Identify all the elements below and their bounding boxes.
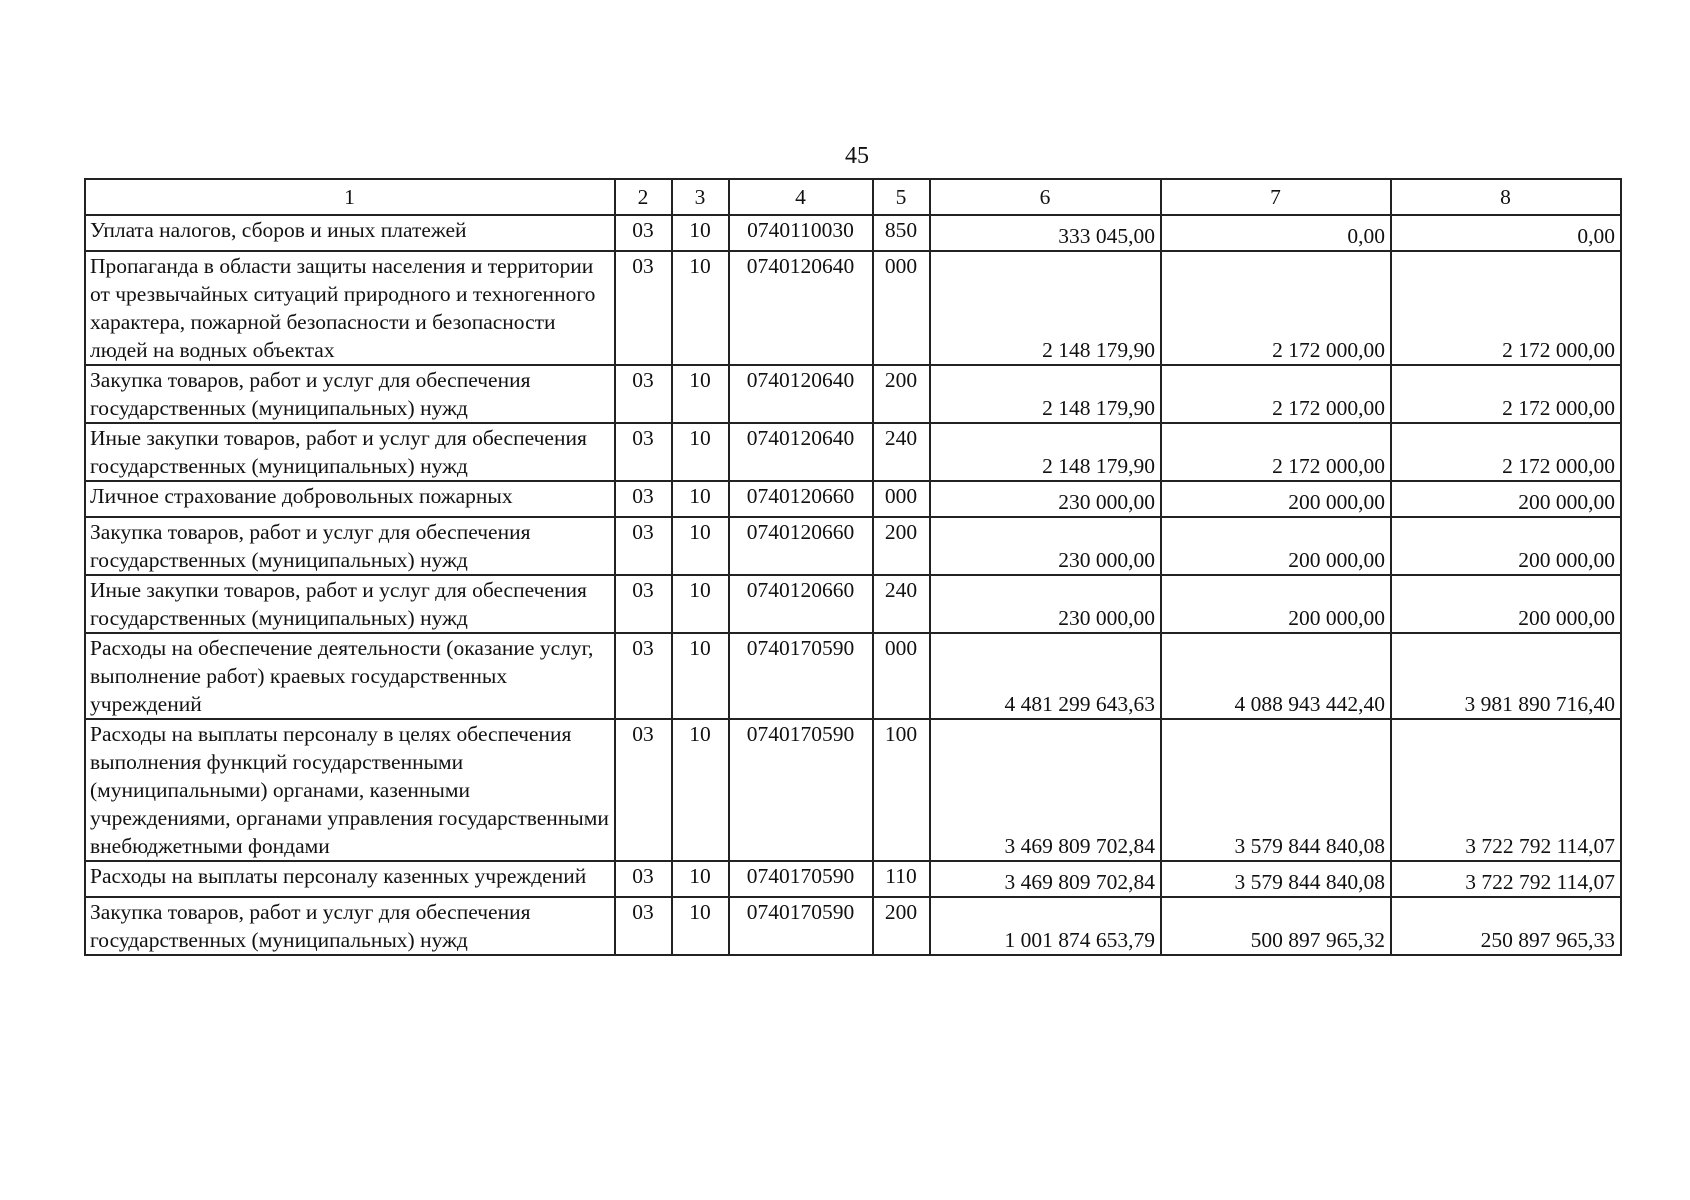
amount-value: 333 045,00: [1058, 224, 1155, 248]
amount-col8-cell: [1391, 365, 1621, 423]
table-body: [85, 179, 1621, 955]
subsection-code-cell: 10: [672, 365, 729, 423]
expense-type-cell: 240: [873, 423, 930, 481]
expense-type-cell: 200: [873, 517, 930, 575]
amount-value: 200 000,00: [1288, 548, 1385, 572]
amount-value: 2 148 179,90: [1042, 338, 1155, 362]
amount-value: 200 000,00: [1288, 606, 1385, 630]
table-row: [85, 633, 1621, 719]
target-article-cell: 0740120660: [729, 575, 873, 633]
header-row: [85, 179, 1621, 215]
amount-value: 4 088 943 442,40: [1234, 692, 1385, 716]
amount-value: 3 579 844 840,08: [1234, 870, 1385, 894]
amount-col8-cell: [1391, 481, 1621, 517]
row-name-cell: Иные закупки товаров, работ и услуг для обеспечения государственных (муниципальных) нужд: [85, 423, 615, 481]
target-article-cell: 0740120640: [729, 365, 873, 423]
amount-value: 3 579 844 840,08: [1234, 834, 1385, 858]
section-code-cell: 03: [615, 365, 672, 423]
subsection-code-cell: 10: [672, 423, 729, 481]
amount-col7-cell: [1161, 861, 1391, 897]
amount-value: 2 172 000,00: [1502, 338, 1615, 362]
amount-col7-cell: [1161, 633, 1391, 719]
amount-value: 250 897 965,33: [1480, 928, 1615, 952]
expense-type-cell: 000: [873, 481, 930, 517]
row-name-cell: Личное страхование добровольных пожарных: [85, 481, 615, 517]
amount-col6-cell: [930, 365, 1161, 423]
header-cell: 6: [930, 179, 1161, 215]
amount-col8-cell: [1391, 423, 1621, 481]
amount-value: 2 172 000,00: [1502, 454, 1615, 478]
expense-type-cell: 200: [873, 365, 930, 423]
section-code-cell: 03: [615, 861, 672, 897]
amount-col7-cell: [1161, 365, 1391, 423]
amount-col7-cell: [1161, 423, 1391, 481]
section-code-cell: 03: [615, 251, 672, 365]
amount-value: 3 469 809 702,84: [1004, 870, 1155, 894]
row-name-cell: Уплата налогов, сборов и иных платежей: [85, 215, 615, 251]
amount-col6-cell: [930, 897, 1161, 955]
amount-col6-cell: [930, 633, 1161, 719]
amount-value: 200 000,00: [1518, 490, 1615, 514]
amount-value: 200 000,00: [1518, 606, 1615, 630]
amount-value: 1 001 874 653,79: [1004, 928, 1155, 952]
target-article-cell: 0740120660: [729, 517, 873, 575]
target-article-cell: 0740170590: [729, 861, 873, 897]
header-cell: 7: [1161, 179, 1391, 215]
amount-value: 500 897 965,32: [1250, 928, 1385, 952]
amount-col7-cell: [1161, 719, 1391, 861]
amount-value: 2 172 000,00: [1272, 396, 1385, 420]
section-code-cell: 03: [615, 481, 672, 517]
amount-value: 0,00: [1347, 224, 1385, 248]
row-name-cell: Расходы на выплаты персоналу в целях обеспечения выполнения функций государственными (муниципальными) органами, казенными учреждениями, органами управления государственными внебюджетными фондами: [85, 719, 615, 861]
row-name-cell: Иные закупки товаров, работ и услуг для обеспечения государственных (муниципальных) нужд: [85, 575, 615, 633]
table-row: [85, 215, 1621, 251]
expense-type-cell: 850: [873, 215, 930, 251]
header-cell: 1: [85, 179, 615, 215]
target-article-cell: 0740110030: [729, 215, 873, 251]
subsection-code-cell: 10: [672, 215, 729, 251]
section-code-cell: 03: [615, 897, 672, 955]
amount-value: 200 000,00: [1288, 490, 1385, 514]
target-article-cell: 0740170590: [729, 633, 873, 719]
amount-col8-cell: [1391, 517, 1621, 575]
table-row: [85, 423, 1621, 481]
section-code-cell: 03: [615, 215, 672, 251]
subsection-code-cell: 10: [672, 481, 729, 517]
amount-col8-cell: [1391, 215, 1621, 251]
target-article-cell: 0740120640: [729, 423, 873, 481]
section-code-cell: 03: [615, 719, 672, 861]
header-cell: 3: [672, 179, 729, 215]
amount-col6-cell: [930, 251, 1161, 365]
amount-value: 230 000,00: [1058, 548, 1155, 572]
subsection-code-cell: 10: [672, 633, 729, 719]
amount-value: 2 148 179,90: [1042, 396, 1155, 420]
expense-type-cell: 240: [873, 575, 930, 633]
section-code-cell: 03: [615, 517, 672, 575]
amount-col6-cell: [930, 423, 1161, 481]
header-cell: 4: [729, 179, 873, 215]
amount-value: 0,00: [1577, 224, 1615, 248]
row-name-cell: Расходы на обеспечение деятельности (оказание услуг, выполнение работ) краевых государственных учреждений: [85, 633, 615, 719]
section-code-cell: 03: [615, 575, 672, 633]
target-article-cell: 0740120660: [729, 481, 873, 517]
table-row: [85, 575, 1621, 633]
row-name-cell: Закупка товаров, работ и услуг для обеспечения государственных (муниципальных) нужд: [85, 517, 615, 575]
table-row: [85, 861, 1621, 897]
budget-table: [84, 178, 1622, 956]
amount-value: 3 469 809 702,84: [1004, 834, 1155, 858]
section-code-cell: 03: [615, 633, 672, 719]
table-row: [85, 481, 1621, 517]
table-row: [85, 719, 1621, 861]
amount-col6-cell: [930, 719, 1161, 861]
row-name-cell: Закупка товаров, работ и услуг для обеспечения государственных (муниципальных) нужд: [85, 365, 615, 423]
subsection-code-cell: 10: [672, 517, 729, 575]
expense-type-cell: 100: [873, 719, 930, 861]
header-cell: 8: [1391, 179, 1621, 215]
amount-col7-cell: [1161, 575, 1391, 633]
amount-value: 2 172 000,00: [1272, 454, 1385, 478]
section-code-cell: 03: [615, 423, 672, 481]
target-article-cell: 0740170590: [729, 897, 873, 955]
row-name-cell: Расходы на выплаты персоналу казенных учреждений: [85, 861, 615, 897]
subsection-code-cell: 10: [672, 719, 729, 861]
table-row: [85, 517, 1621, 575]
amount-value: 3 722 792 114,07: [1465, 870, 1615, 894]
table-row: [85, 251, 1621, 365]
header-cell: 2: [615, 179, 672, 215]
amount-col8-cell: [1391, 575, 1621, 633]
amount-col6-cell: [930, 481, 1161, 517]
amount-value: 2 172 000,00: [1502, 396, 1615, 420]
amount-col8-cell: [1391, 719, 1621, 861]
amount-col8-cell: [1391, 897, 1621, 955]
amount-col7-cell: [1161, 897, 1391, 955]
amount-value: 3 722 792 114,07: [1465, 834, 1615, 858]
target-article-cell: 0740120640: [729, 251, 873, 365]
expense-type-cell: 200: [873, 897, 930, 955]
target-article-cell: 0740170590: [729, 719, 873, 861]
subsection-code-cell: 10: [672, 861, 729, 897]
amount-col8-cell: [1391, 861, 1621, 897]
header-cell: 5: [873, 179, 930, 215]
table-row: [85, 365, 1621, 423]
subsection-code-cell: 10: [672, 897, 729, 955]
expense-type-cell: 000: [873, 633, 930, 719]
amount-value: 3 981 890 716,40: [1464, 692, 1615, 716]
amount-value: 2 172 000,00: [1272, 338, 1385, 362]
amount-value: 230 000,00: [1058, 490, 1155, 514]
expense-type-cell: 000: [873, 251, 930, 365]
expense-type-cell: 110: [873, 861, 930, 897]
amount-col7-cell: [1161, 517, 1391, 575]
subsection-code-cell: 10: [672, 575, 729, 633]
amount-col8-cell: [1391, 633, 1621, 719]
amount-value: 4 481 299 643,63: [1004, 692, 1155, 716]
table-row: [85, 897, 1621, 955]
row-name-cell: Пропаганда в области защиты населения и территории от чрезвычайных ситуаций природного и техногенного характера, пожарной безопасности и безопасности людей на водных объектах: [85, 251, 615, 365]
amount-col8-cell: [1391, 251, 1621, 365]
amount-col6-cell: [930, 861, 1161, 897]
amount-col6-cell: [930, 517, 1161, 575]
subsection-code-cell: 10: [672, 251, 729, 365]
amount-value: 200 000,00: [1518, 548, 1615, 572]
amount-col6-cell: [930, 575, 1161, 633]
row-name-cell: Закупка товаров, работ и услуг для обеспечения государственных (муниципальных) нужд: [85, 897, 615, 955]
amount-value: 2 148 179,90: [1042, 454, 1155, 478]
page-number: 45: [845, 143, 869, 169]
amount-col7-cell: [1161, 251, 1391, 365]
amount-col6-cell: [930, 215, 1161, 251]
amount-col7-cell: [1161, 215, 1391, 251]
amount-col7-cell: [1161, 481, 1391, 517]
amount-value: 230 000,00: [1058, 606, 1155, 630]
